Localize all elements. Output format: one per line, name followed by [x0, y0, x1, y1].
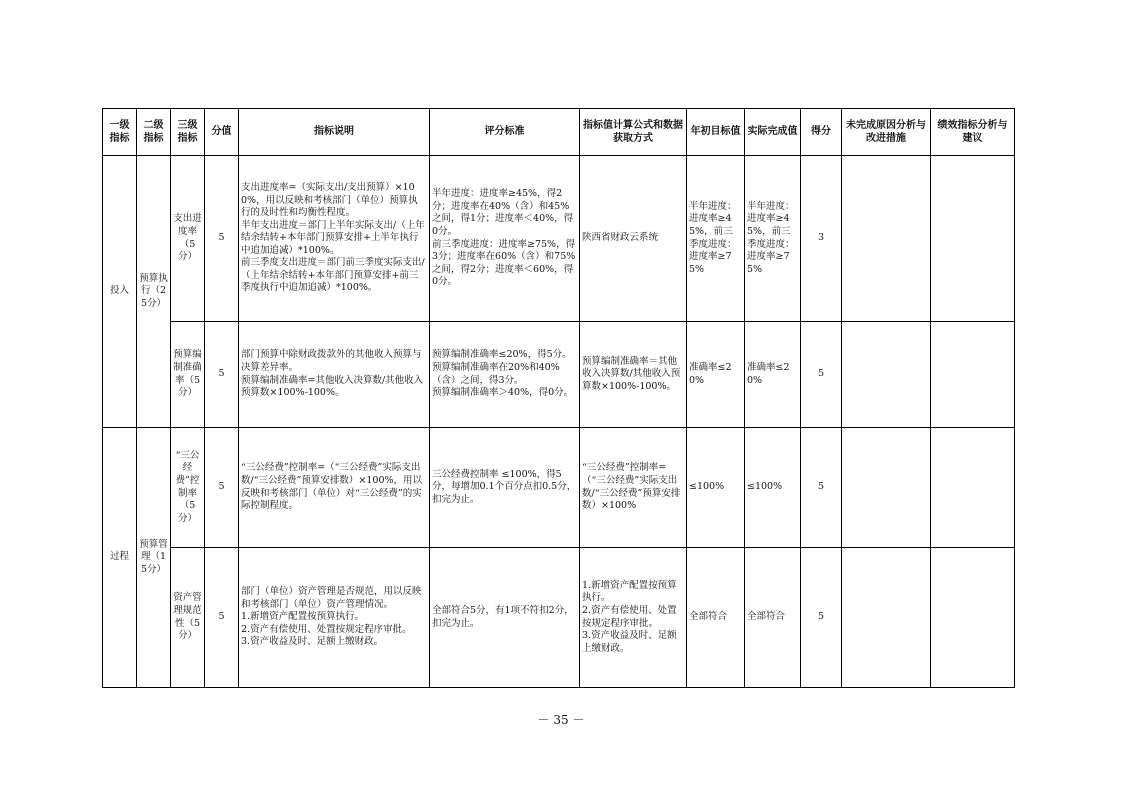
header-level3: 三级指标 [171, 109, 205, 156]
score-value-cell: 5 [205, 428, 239, 548]
level3-cell: 支出进度率（5分） [171, 156, 205, 322]
score-value-cell: 5 [205, 156, 239, 322]
analysis-cell [931, 428, 1015, 548]
header-score: 得分 [801, 109, 842, 156]
level2-cell: 预算执行（25分） [137, 156, 171, 428]
actual-cell: 全部符合 [745, 548, 801, 688]
header-actual: 实际完成值 [745, 109, 801, 156]
header-target: 年初目标值 [687, 109, 745, 156]
header-level1: 一级指标 [103, 109, 137, 156]
table-row [103, 548, 1015, 688]
header-score-value: 分值 [205, 109, 239, 156]
header-criteria: 评分标准 [430, 109, 580, 156]
target-cell: 全部符合 [687, 548, 745, 688]
reason-cell [842, 548, 931, 688]
description-cell: 部门预算中除财政拨款外的其他收入预算与决算差异率。 预算编制准确率=其他收入决算数/其他收入预算数×100%-100%。 [239, 322, 430, 428]
level3-cell: “三公经费”控制率（5分） [171, 428, 205, 548]
formula-cell: 预算编制准确率＝其他收入决算数/其他收入预算数×100%-100%。 [580, 322, 687, 428]
level3-cell: 预算编制准确率（5分） [171, 322, 205, 428]
analysis-cell [931, 548, 1015, 688]
reason-cell [842, 156, 931, 322]
score-value-cell: 5 [205, 322, 239, 428]
table-header-row [103, 109, 1015, 156]
level1-cell: 过程 [103, 428, 137, 688]
target-cell: 半年进度：进度率≥45%，前三季度进度：进度率≥75% [687, 156, 745, 322]
header-level2: 二级指标 [137, 109, 171, 156]
table-row [103, 322, 1015, 428]
level3-cell: 资产管理规范性（5分） [171, 548, 205, 688]
formula-cell: 陕西省财政云系统 [580, 156, 687, 322]
description-cell: 支出进度率=（实际支出/支出预算）×100%，用以反映和考核部门（单位）预算执行的及时性和均衡性程度。 半年支出进度＝部门上半年实际支出/（上年结余结转+本年部门预算安排+上半年执行中追加追减）*100%。 前三季度支出进度＝部门前三季度实际支出/（上年结余结转+本年部门预算安排+前三季度执行中追加追减）*100%。 [239, 156, 430, 322]
target-cell: ≤100% [687, 428, 745, 548]
header-description: 指标说明 [239, 109, 430, 156]
score-value-cell: 5 [205, 548, 239, 688]
description-cell: 部门（单位）资产管理是否规范，用以反映和考核部门（单位）资产管理情况。 1.新增资产配置按预算执行。 2.资产有偿使用、处置按规定程序审批。 3.资产收益及时、足额上缴财政。 [239, 548, 430, 688]
actual-cell: 准确率≤20% [745, 322, 801, 428]
table-row [103, 428, 1015, 548]
score-cell: 5 [801, 322, 842, 428]
reason-cell [842, 322, 931, 428]
level1-cell: 投入 [103, 156, 137, 428]
criteria-cell: 三公经费控制率 ≤100%，得5分，每增加0.1个百分点扣0.5分，扣完为止。 [430, 428, 580, 548]
header-analysis: 绩效指标分析与建议 [931, 109, 1015, 156]
formula-cell: 1.新增资产配置按预算执行。 2.资产有偿使用、处置按规定程序审批。 3.资产收益及时、足额上缴财政。 [580, 548, 687, 688]
criteria-cell: 全部符合5分，有1项不符扣2分，扣完为止。 [430, 548, 580, 688]
criteria-cell: 半年进度：进度率≥45%，得2分；进度率在40%（含）和45%之间，得1分；进度率＜40%，得0分。 前三季度进度：进度率≥75%，得3分；进度率在60%（含）和75%之间，得2分；进度率＜60%，得0分。 [430, 156, 580, 322]
score-cell: 3 [801, 156, 842, 322]
score-cell: 5 [801, 428, 842, 548]
level2-cell: 预算管理（15分） [137, 428, 171, 688]
actual-cell: 半年进度：进度率≥45%，前三季度进度：进度率≥75% [745, 156, 801, 322]
analysis-cell [931, 322, 1015, 428]
reason-cell [842, 428, 931, 548]
actual-cell: ≤100% [745, 428, 801, 548]
table-row [103, 156, 1015, 322]
criteria-cell: 预算编制准确率≤20%，得5分。 预算编制准确率在20%和40%（含）之间，得3分。 预算编制准确率＞40%，得0分。 [430, 322, 580, 428]
performance-indicator-table [102, 108, 1015, 688]
analysis-cell [931, 156, 1015, 322]
formula-cell: “三公经费”控制率=（“三公经费”实际支出数/“三公经费”预算安排数）×100% [580, 428, 687, 548]
page-number: － 35 － [537, 713, 585, 727]
header-formula: 指标值计算公式和数据获取方式 [580, 109, 687, 156]
header-reason: 未完成原因分析与改进措施 [842, 109, 931, 156]
target-cell: 准确率≤20% [687, 322, 745, 428]
description-cell: “三公经费”控制率=（“三公经费”实际支出数/“三公经费”预算安排数）×100%，用以反映和考核部门（单位）对“三公经费”的实际控制程度。 [239, 428, 430, 548]
score-cell: 5 [801, 548, 842, 688]
